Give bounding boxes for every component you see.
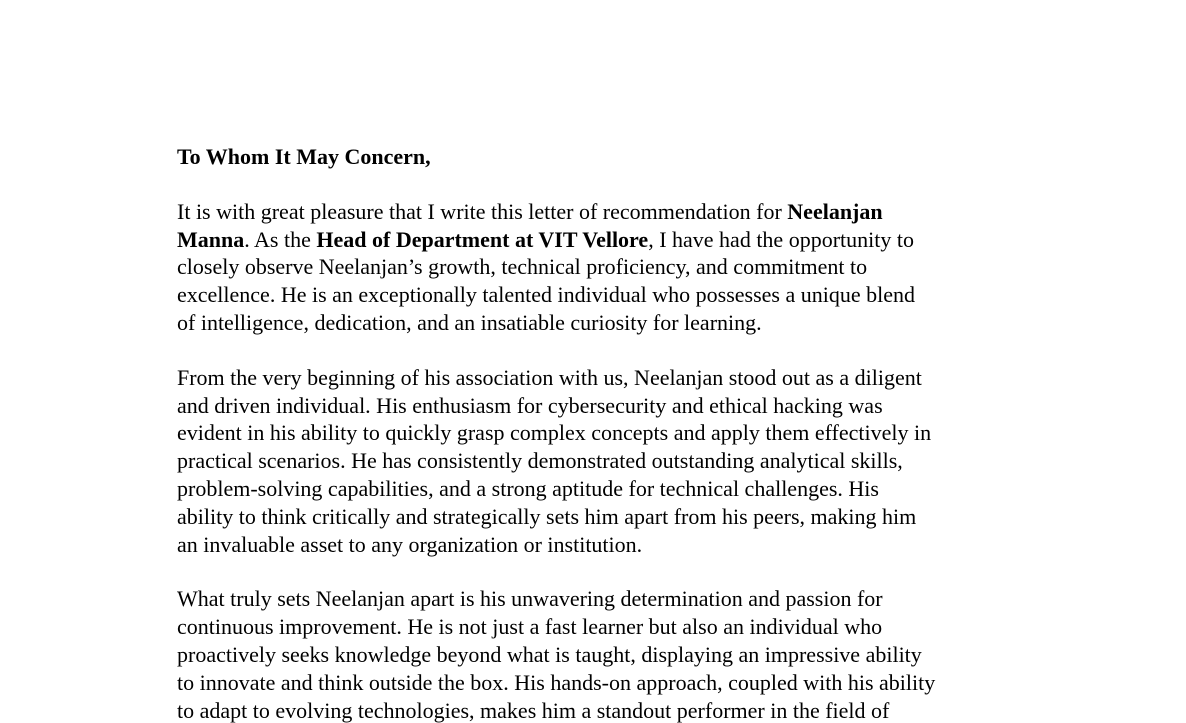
salutation: To Whom It May Concern, bbox=[177, 144, 431, 169]
paragraph-line bbox=[177, 226, 1017, 254]
paragraph-line: closely observe Neelanjan’s growth, technical proficiency, and commitment to bbox=[177, 254, 868, 280]
paragraph-3 bbox=[177, 585, 1017, 723]
paragraph-line: evident in his ability to quickly grasp complex concepts and apply them effectively in bbox=[177, 420, 932, 446]
paragraph-line: What truly sets Neelanjan apart is his unwavering determination and passion for bbox=[177, 586, 883, 612]
text-run: It is with great pleasure that I write this letter of recommendation for bbox=[177, 198, 788, 224]
paragraph-line: proactively seeks knowledge beyond what is taught, displaying an impressive ability bbox=[177, 641, 922, 667]
paragraph-line: From the very beginning of his association with us, Neelanjan stood out as a diligent bbox=[177, 364, 922, 390]
letter-body bbox=[177, 143, 1017, 723]
paragraph-line: practical scenarios. He has consistently demonstrated outstanding analytical skills, bbox=[177, 448, 903, 474]
paragraph-line: to adapt to evolving technologies, makes him a standout performer in the field of bbox=[177, 697, 890, 723]
paragraph-line: of intelligence, dedication, and an insatiable curiosity for learning. bbox=[177, 309, 762, 335]
paragraph-2 bbox=[177, 364, 1017, 559]
paragraph-line: ability to think critically and strategically sets him apart from his peers, making him bbox=[177, 503, 917, 529]
paragraph-line: continuous improvement. He is not just a fast learner but also an individual who bbox=[177, 614, 883, 640]
paragraph-line: an invaluable asset to any organization or institution. bbox=[177, 531, 643, 557]
text-run: , I have had the opportunity to bbox=[648, 226, 914, 252]
paragraph-line: to innovate and think outside the box. His hands-on approach, coupled with his ability bbox=[177, 669, 936, 695]
paragraph-line: and driven individual. His enthusiasm for cybersecurity and ethical hacking was bbox=[177, 392, 883, 418]
paragraph-line: problem-solving capabilities, and a strong aptitude for technical challenges. His bbox=[177, 475, 879, 501]
paragraph-line bbox=[177, 198, 1017, 226]
paragraph-line: excellence. He is an exceptionally talented individual who possesses a unique blend bbox=[177, 282, 915, 308]
text-run: . As the bbox=[244, 226, 317, 252]
paragraph-1 bbox=[177, 198, 1017, 337]
author-title: Head of Department at VIT Vellore bbox=[316, 226, 649, 252]
candidate-first-name: Neelanjan bbox=[787, 198, 883, 224]
candidate-last-name: Manna bbox=[177, 226, 245, 252]
